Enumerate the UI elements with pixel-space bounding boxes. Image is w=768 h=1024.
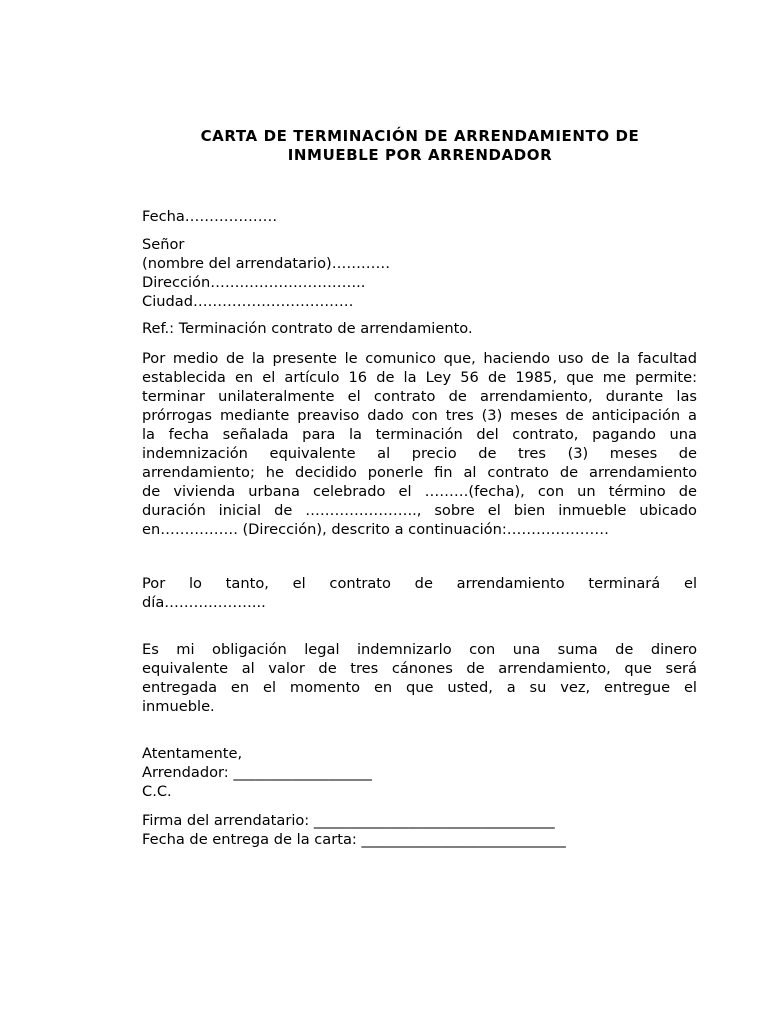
nombre-text: (nombre del arrendatario)………… — [142, 255, 391, 272]
signature-block — [142, 811, 697, 849]
body-line: Por medio de la presente le comunico que, haciendo uso de la facultad — [142, 350, 697, 367]
senor-text: Señor — [142, 236, 185, 253]
direccion-text: Dirección………………………….. — [142, 274, 366, 291]
por-lo-tanto-line-1: Por lo tanto, el contrato de arrendamiento terminará el — [142, 575, 697, 592]
body-line: terminar unilateralmente el contrato de arrendamiento, durante las — [142, 388, 697, 405]
body-last-line: en……………. (Dirección), descrito a continuación:………………… — [142, 521, 609, 538]
body-line: indemnización equivalente al precio de tres (3) meses de — [142, 445, 697, 462]
body-line: de vivienda urbana celebrado el ………(fecha), con un término de — [142, 483, 697, 500]
obligacion-last-line: inmueble. — [142, 698, 215, 715]
document-title — [140, 127, 700, 165]
closing-block — [142, 744, 697, 801]
atentamente-text: Atentamente, — [142, 745, 243, 762]
body-paragraph — [142, 349, 697, 539]
body-line: arrendamiento; he decidido ponerle fin al contrato de arrendamiento — [142, 464, 697, 481]
obligacion-paragraph — [142, 640, 697, 716]
title-line-1: CARTA DE TERMINACIÓN DE ARRENDAMIENTO DE — [200, 127, 640, 145]
title-line-2: INMUEBLE POR ARRENDADOR — [287, 146, 553, 164]
fecha-text: Fecha………………. — [142, 208, 277, 225]
cc-text: C.C. — [142, 783, 172, 800]
ref-text: Ref.: Terminación contrato de arrendamiento. — [142, 320, 473, 337]
obligacion-line: Es mi obligación legal indemnizarlo con una suma de dinero — [142, 641, 697, 658]
reference-line — [142, 319, 697, 338]
ciudad-text: Ciudad…………………………… — [142, 293, 354, 310]
recipient-address — [142, 235, 697, 311]
body-line: prórrogas mediante preaviso dado con tres (3) meses de anticipación a — [142, 407, 697, 424]
fecha-entrega-line: Fecha de entrega de la carta: ____________________________ — [142, 831, 566, 848]
por-lo-tanto-paragraph — [142, 574, 697, 612]
obligacion-line: entregada en el momento en que usted, a su vez, entregue el — [142, 679, 697, 696]
obligacion-line: equivalente al valor de tres cánones de arrendamiento, que será — [142, 660, 697, 677]
body-line: la fecha señalada para la terminación del contrato, pagando una — [142, 426, 697, 443]
arrendador-line: Arrendador: ___________________ — [142, 764, 372, 781]
por-lo-tanto-line-2: día………………... — [142, 594, 266, 611]
firma-arrendatario-line: Firma del arrendatario: _________________________________ — [142, 812, 555, 829]
body-line: establecida en el artículo 16 de la Ley 56 de 1985, que me permite: — [142, 369, 697, 386]
body-line: duración inicial de ………………….., sobre el bien inmueble ubicado — [142, 502, 697, 519]
date-line — [142, 207, 697, 226]
